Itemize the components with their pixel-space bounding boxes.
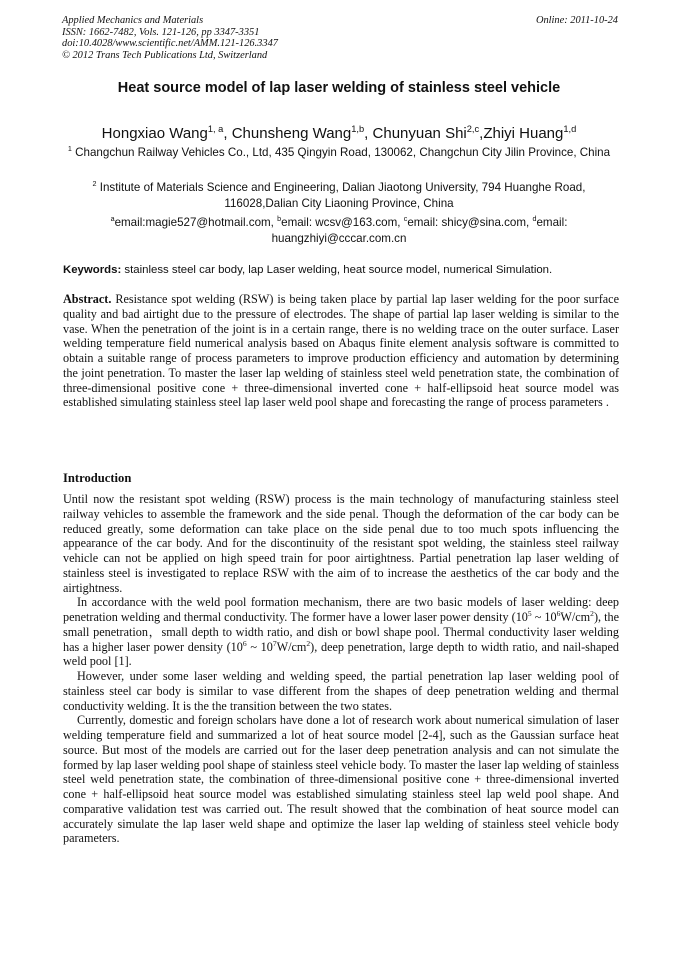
exponent: 5 (527, 608, 532, 618)
affiliation-1 (58, 145, 620, 161)
paragraph-text: ~ 10 (531, 610, 557, 624)
paragraph-text: ), the small penetration，small depth to width ratio, and dish or bowl shape pool. Thermal conductivity laser welding has a higher laser power density (10 (63, 610, 619, 654)
author-list (40, 124, 638, 144)
copyright-line: © 2012 Trans Tech Publications Ltd, Switzerland (62, 49, 268, 61)
paragraph-text: W/cm (276, 639, 307, 654)
exponent: 2 (590, 608, 594, 618)
paragraph-text: W/cm (560, 610, 591, 624)
exponent: 6 (242, 638, 247, 648)
doi-line: doi:10.4028/www.scientific.net/AMM.121-126.3347 (62, 38, 278, 50)
online-date: Online: 2011-10-24 (535, 15, 618, 26)
section-heading-introduction: Introduction (63, 471, 132, 485)
paragraph: However, under some laser welding and welding speed, the partial penetration lap laser welding pool of stainless steel car body is similar to vase different from the shapes of deep penetration welding and thermal conductivity welding. It is the the transition between the two states. (63, 669, 619, 713)
author-separator: , (479, 125, 484, 142)
author-affiliation-mark: 1, a (207, 124, 224, 134)
author-affiliation-mark: 1,d (563, 124, 577, 134)
paragraph-text: ~ 10 (246, 639, 273, 654)
paragraph-text: In accordance with the weld pool formation mechanism, there are two basic models of laser welding: deep penetration welding and thermal conductivity. The former have a lower laser power density (10 (63, 595, 619, 624)
email-address[interactable]: email:magie527@hotmail.com, (114, 216, 278, 229)
author-affiliation-mark: 2,c (466, 124, 480, 134)
exponent: 2 (306, 638, 311, 648)
email-address[interactable]: email: wcsv@163.com, (281, 216, 404, 229)
affiliation-text: Changchun Railway Vehicles Co., Ltd, 435 Qingyin Road, 130062, Changchun City Jilin Province, China (75, 146, 611, 159)
author-separator: , (364, 125, 373, 142)
journal-name: Applied Mechanics and Materials (62, 15, 204, 26)
author-name: Chunsheng Wang (231, 125, 352, 142)
keywords (63, 263, 619, 277)
affiliation-number: 2 (92, 179, 97, 189)
issn-line: ISSN: 1662-7482, Vols. 121-126, pp 3347-3351 (62, 26, 260, 38)
email-mark: c (403, 214, 408, 224)
keywords-label: Keywords: (63, 264, 122, 276)
author-name: Hongxiao Wang (101, 125, 208, 142)
abstract (63, 292, 619, 410)
affiliation-2 (58, 180, 620, 212)
keywords-text: stainless steel car body, lap Laser welding, heat source model, numerical Simulation. (121, 264, 553, 276)
affiliation-text: Institute of Materials Science and Engineering, Dalian Jiaotong University, 794 Huanghe Road, 116028,Dalian City Liaoning Province, China (99, 181, 586, 210)
journal-header (62, 15, 618, 61)
abstract-text: Resistance spot welding (RSW) is being taken place by partial lap laser welding for the poor surface quality and bad airtight due to the pressure of electrodes. The shape of partial lap laser welding is similar to the vase. When the penetration of the joint is in a certain range, there is no welding trace on the outer surface. Laser welding temperature field numerical analysis based on Abaqus finite element analysis software is committed to obtain a suitable range of process parameters to improve production efficiency and automation by determining the joint penetration. To master the laser lap welding of stainless steel weld penetration state, the combination of three-dimensional positive cone + three-dimensional inverted cone + half-ellipsoid heat source model was established simulating stainless steel lap laser weld pool shape and forecasting the range of process parameters . (63, 292, 619, 410)
email-address[interactable]: email: huangzhiyi@cccar.com.cn (271, 216, 568, 245)
email-mark: a (110, 214, 115, 224)
exponent: 6 (556, 608, 561, 618)
author-name: Zhiyi Huang (483, 125, 564, 142)
abstract-label: Abstract. (63, 292, 112, 306)
email-address[interactable]: email: shicy@sina.com, (407, 216, 533, 229)
email-mark: d (532, 214, 537, 224)
email-mark: b (277, 214, 282, 224)
paragraph: Currently, domestic and foreign scholars have done a lot of research work about numerical simulation of laser welding temperature field and summarized a lot of heat source model [2-4], such as the Gaussian surface heat source. But most of the models are carried out for the laser deep penetration analysis and can not simulate the formed by lap laser welding pool shape of stainless steel vehicle body. To master the laser lap welding of stainless steel weld penetration state, the combination of three-dimensional positive cone + three-dimensional inverted cone + half-ellipsoid heat source model was established simulating stainless steel lap weld pool shape. And comparative validation test was carried out. The result showed that the combination of heat source model can accurately simulate the lap laser weld shape and optimize the laser lap welding of stainless steel vehicle body parameters. (63, 713, 619, 846)
paper-title: Heat source model of lap laser welding of stainless steel vehicle (117, 80, 561, 96)
paragraph (63, 595, 619, 669)
author-affiliation-mark: 1,b (351, 124, 365, 134)
author-name: Chunyuan Shi (372, 125, 467, 142)
exponent: 7 (272, 638, 277, 648)
paragraph: Until now the resistant spot welding (RSW) process is the main technology of manufacturing stainless steel railway vehicles to assemble the framework and the side penal. Though the deformation of the car body can be reduced greatly, some deformation can take place on the side penal due to too much spots influencing the appearance of the car body. And for the discontinuity of the resistant spot welding, the stainless steel railway vehicle can not be applied on high speed train for poor airtightness. Partial penetration lap laser welding of stainless steel is investigated to replace RSW with the aim of to increase the aesthetics of the car body and the airtightness. (63, 492, 619, 595)
affiliation-number: 1 (67, 144, 72, 154)
author-separator: , (223, 125, 232, 142)
paragraph-text: ), deep penetration, large depth to width ratio, and nail-shaped weld pool [1]. (63, 639, 619, 669)
email-list (58, 215, 620, 247)
introduction-body (63, 492, 619, 846)
